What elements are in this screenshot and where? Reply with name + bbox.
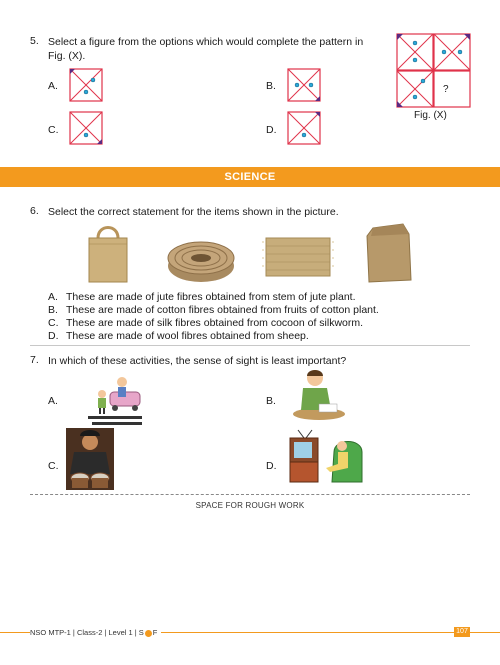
option-d-label: D. — [266, 124, 277, 136]
pattern-figure-x — [396, 33, 472, 109]
statement-text: These are made of silk fibres obtained from cocoon of silkworm. — [66, 317, 364, 329]
question-text: Select the correct statement for the items shown in the picture. — [48, 206, 339, 218]
missing-piece-mark: ? — [443, 84, 449, 95]
statement-d[interactable] — [48, 330, 309, 343]
statement-b[interactable] — [48, 304, 379, 317]
option-a-label: A. — [48, 80, 58, 92]
option-c-figure[interactable] — [69, 111, 103, 145]
question-number: 5. — [30, 35, 39, 47]
writing-boy-image[interactable] — [291, 366, 347, 422]
section-header-science: SCIENCE — [0, 167, 500, 187]
option-a-figure[interactable] — [69, 68, 103, 102]
jute-sack-image — [363, 222, 415, 284]
option-b-label: B. — [266, 80, 276, 92]
question-text — [48, 35, 378, 63]
question-text-line-1: Select a figure from the options which would complete the pattern in — [48, 36, 364, 48]
question-divider — [30, 345, 470, 346]
statement-c[interactable] — [48, 317, 363, 330]
playing-tabla-image[interactable] — [66, 428, 114, 490]
statement-text: These are made of cotton fibres obtained from fruits of cotton plant. — [66, 304, 379, 316]
jute-bag-image — [86, 222, 130, 284]
crossing-road-image[interactable] — [84, 372, 146, 428]
footer-logo-letter: F — [152, 628, 158, 637]
question-number: 6. — [30, 205, 39, 217]
option-c-label: C. — [48, 124, 59, 136]
figure-caption: Fig. (X) — [414, 110, 447, 121]
jute-mat-image — [262, 234, 334, 280]
statement-letter: C. — [48, 317, 59, 329]
option-b-figure[interactable] — [287, 68, 321, 102]
statement-letter: D. — [48, 330, 59, 342]
statement-a[interactable] — [48, 291, 356, 304]
option-c-label: C. — [48, 460, 59, 472]
question-number: 7. — [30, 354, 39, 366]
option-b-label: B. — [266, 395, 276, 407]
question-text-line-2: Fig. (X). — [48, 50, 86, 62]
footer-label: NSO MTP-1 | Class-2 | Level 1 | S — [30, 628, 144, 637]
page-number: 107 — [454, 627, 470, 637]
watching-tv-image[interactable] — [286, 428, 366, 488]
question-text: In which of these activities, the sense of sight is least important? — [48, 355, 347, 367]
statement-text: These are made of jute fibres obtained from stem of jute plant. — [66, 291, 356, 303]
rough-work-label: SPACE FOR ROUGH WORK — [195, 501, 305, 510]
statement-letter: A. — [48, 291, 58, 303]
rough-work-divider — [30, 494, 470, 495]
footer-text — [30, 628, 161, 638]
sof-logo-icon — [145, 630, 152, 637]
jute-rope-image — [166, 236, 236, 284]
statement-text: These are made of wool fibres obtained from sheep. — [66, 330, 309, 342]
option-d-figure[interactable] — [287, 111, 321, 145]
option-a-label: A. — [48, 395, 58, 407]
option-d-label: D. — [266, 460, 277, 472]
statement-letter: B. — [48, 304, 58, 316]
